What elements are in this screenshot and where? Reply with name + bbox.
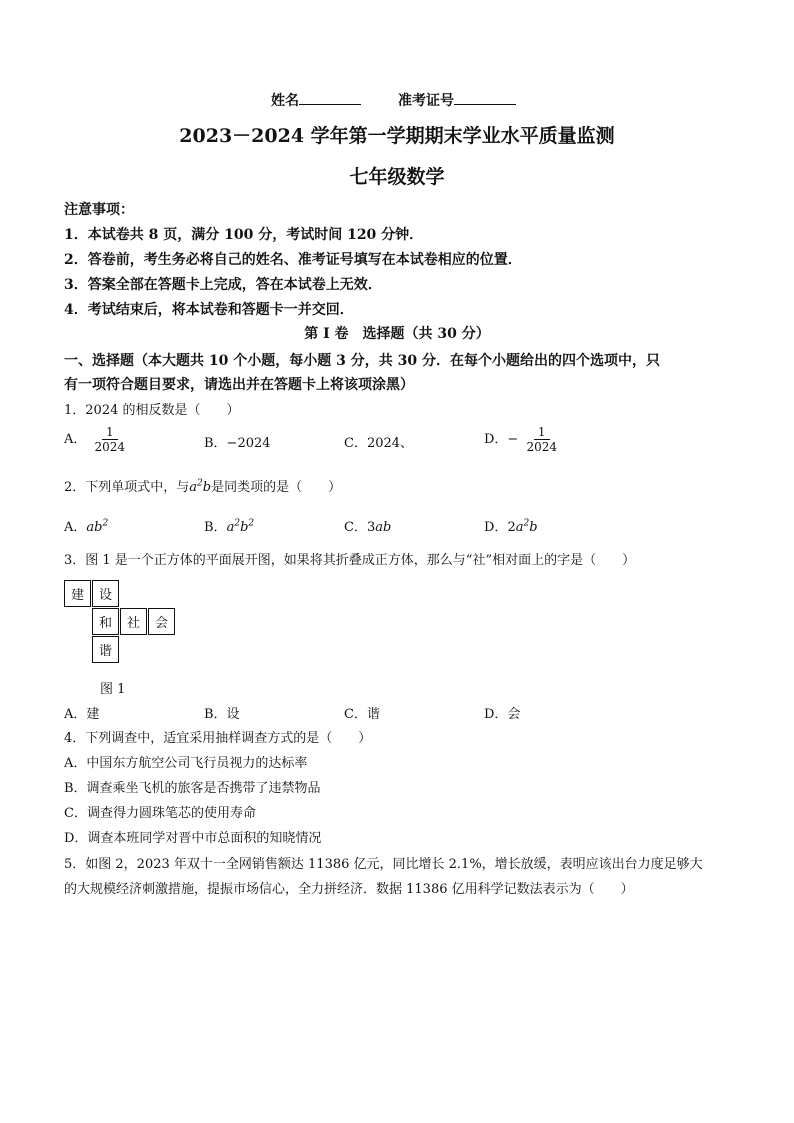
q1-stem: 1．2024 的相反数是（ ） <box>64 403 240 418</box>
q3-option-a: A．建 <box>64 707 100 722</box>
q5-stem-line: 的大规模经济刺激措施，提振市场信心，全力拼经济．数据 11386 亿用科学记数法表示为（ ） <box>64 882 634 897</box>
section-instruction: 有一项符合题目要求，请选出并在答题卡上将该项涂黑） <box>64 377 414 393</box>
exam-subtitle: 七年级数学 <box>349 166 445 188</box>
q3-stem: 3．图 1 是一个正方体的平面展开图，如果将其折叠成正方体，那么与“社”相对面上的字是（ ） <box>64 553 636 568</box>
figure-caption: 图 1 <box>100 682 126 697</box>
q3-option-d: D．会 <box>484 707 521 722</box>
exam-id-blank <box>454 90 516 105</box>
q2-stem-pre: 2．下列单项式中，与 <box>64 480 190 495</box>
q2-option-c <box>344 516 391 535</box>
math-expr: $a^2b$ <box>189 478 212 495</box>
q1-option-c: C．2024、 <box>344 436 414 451</box>
q2-option-b <box>204 516 254 535</box>
q1-option-d <box>484 425 561 454</box>
notice-item: 4．考试结束后，将本试卷和答题卡一并交回． <box>64 302 354 318</box>
q4-option: A．中国东方航空公司飞行员视力的达标率 <box>64 756 308 771</box>
q5-stem-line: 5．如图 2，2023 年双十一全网销售额达 11386 亿元，同比增长 2.1%，增长放缓，表明应该出台力度足够大 <box>64 857 703 872</box>
q3-option-c: C．谐 <box>344 707 380 722</box>
q2-stem-post: 是同类项的是（ ） <box>211 480 342 495</box>
notice-heading: 注意事项： <box>64 202 134 218</box>
q4-option: B．调查乘坐飞机的旅客是否携带了违禁物品 <box>64 781 321 796</box>
name-blank <box>299 90 361 105</box>
q2-option-a <box>64 516 108 535</box>
option-label: A． <box>64 432 87 447</box>
q4-option: C．调查得力圆珠笔芯的使用寿命 <box>64 806 256 821</box>
exam-id-label: 准考证号 <box>398 93 454 109</box>
q2-option-d <box>484 516 538 535</box>
q3-option-b: B．设 <box>204 707 240 722</box>
fraction-numerator: 1 <box>534 425 550 440</box>
q1-option-a <box>64 425 129 454</box>
q2-stem <box>64 476 341 495</box>
exam-title: 2023－2024 学年第一学期期末学业水平质量监测 <box>179 125 615 147</box>
cube-cell: 会 <box>148 608 175 635</box>
cube-cell: 设 <box>92 580 119 607</box>
math-expr: $ab^2$ <box>86 518 109 535</box>
notice-item: 1．本试卷共 8 页，满分 100 分，考试时间 120 分钟． <box>64 227 424 243</box>
fraction-denominator: 2024 <box>526 440 558 454</box>
fraction-denominator: 2024 <box>94 440 126 454</box>
cube-cell: 建 <box>64 580 91 607</box>
option-label: D． <box>484 520 508 535</box>
cube-cell: 社 <box>120 608 147 635</box>
section-instruction: 一、选择题（本大题共 10 个小题，每小题 3 分，共 30 分．在每个小题给出的四个选项中，只 <box>64 353 660 369</box>
option-label: B． <box>204 520 227 535</box>
notice-item: 2．答卷前，考生务必将自己的姓名、准考证号填写在本试卷相应的位置． <box>64 252 522 268</box>
coefficient: 3 <box>366 520 376 535</box>
section-title: 第 I 卷 选择题（共 30 分） <box>304 326 490 342</box>
q1-option-b: B．−2024 <box>204 436 271 451</box>
name-label: 姓名 <box>271 93 299 109</box>
option-label: C． <box>344 520 367 535</box>
math-expr: ab <box>375 520 392 535</box>
q4-stem: 4．下列调查中，适宜采用抽样调查方式的是（ ） <box>64 731 372 746</box>
fraction <box>522 425 561 454</box>
cube-cell: 谐 <box>92 636 119 663</box>
exam-id-field <box>398 90 516 110</box>
math-expr: $a^2b$ <box>515 518 538 535</box>
notice-item: 3．答案全部在答题卡上完成，答在本试卷上无效． <box>64 277 382 293</box>
option-label: A． <box>64 520 87 535</box>
math-expr: $a^2b^2$ <box>226 518 255 535</box>
fraction <box>91 425 130 454</box>
name-field <box>271 90 361 110</box>
coefficient: 2 <box>507 520 516 535</box>
cube-cell: 和 <box>92 608 119 635</box>
option-label: D．− <box>484 432 519 447</box>
fraction-numerator: 1 <box>102 425 118 440</box>
q4-option: D．调查本班同学对晋中市总面积的知晓情况 <box>64 831 322 846</box>
